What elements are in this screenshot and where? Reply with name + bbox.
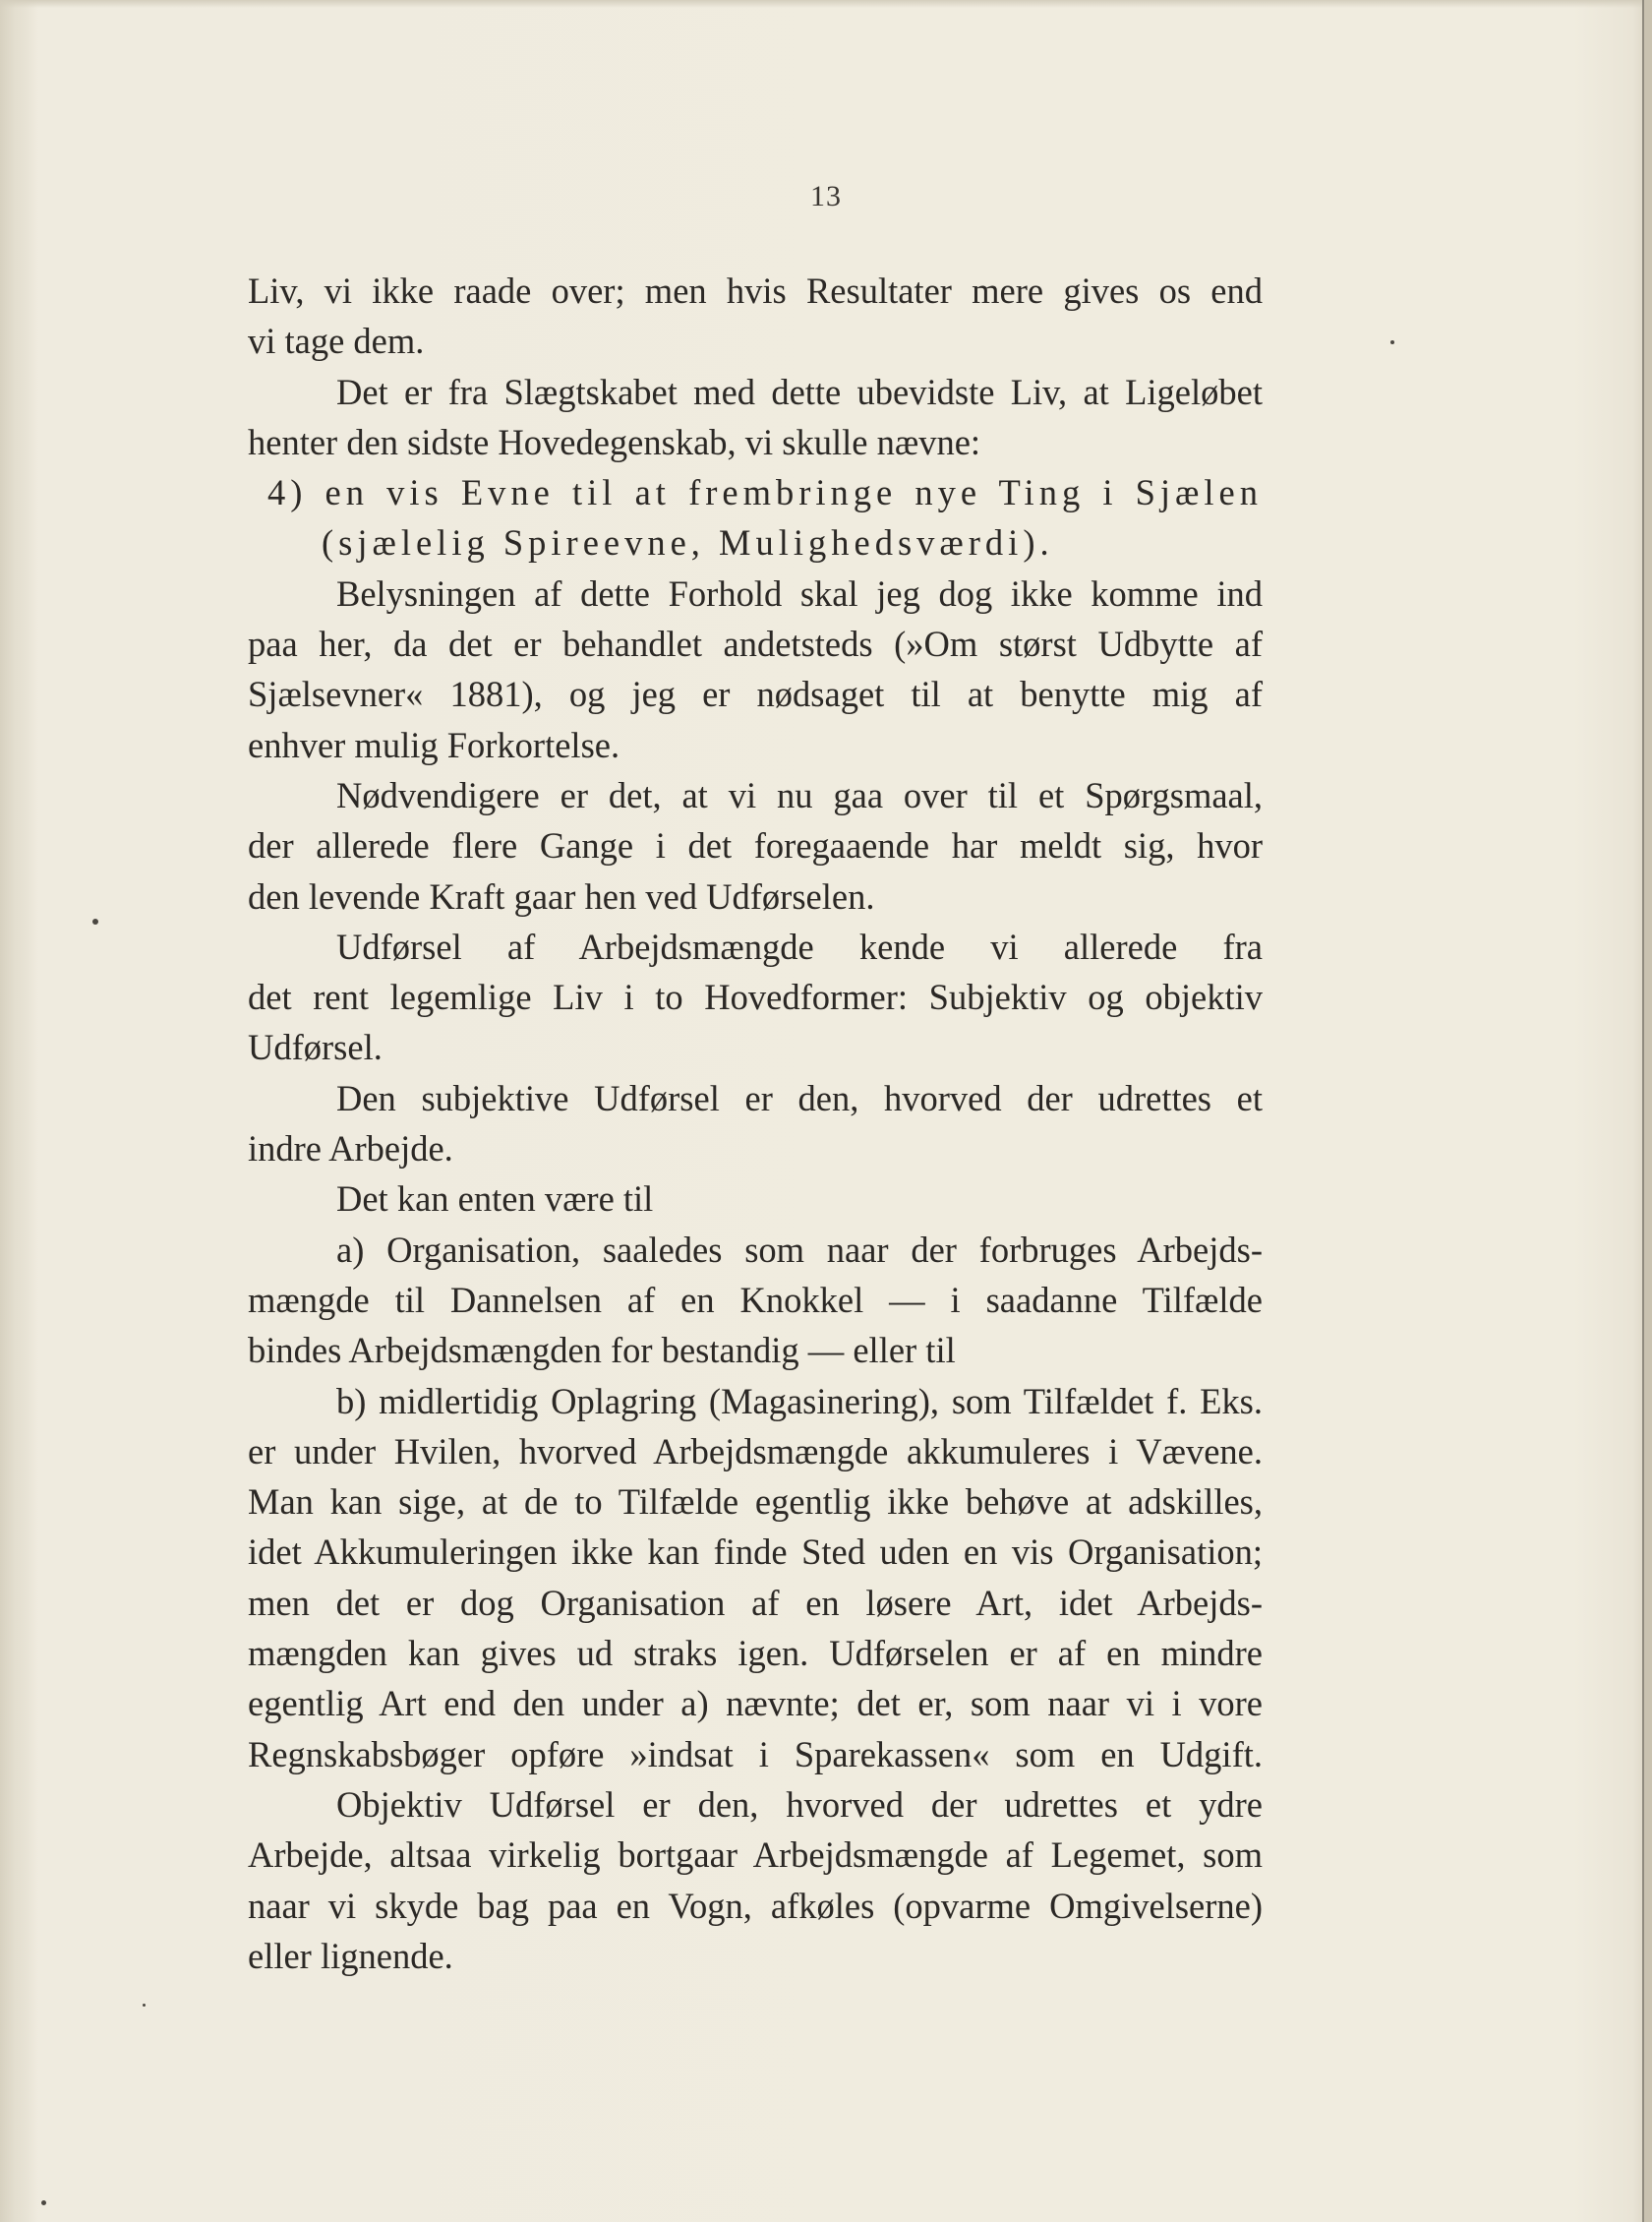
text-line: paa her, da det er behandlet andetsteds (»Om størst Udbytte af	[248, 624, 1263, 665]
text-line: 4) en vis Evne til at frembringe nye Ting i Sjælen	[267, 472, 1263, 513]
text-line: idet Akkumuleringen ikke kan finde Sted uden en vis Organisation;	[248, 1531, 1263, 1573]
text-line: indre Arbejde.	[248, 1128, 453, 1170]
text-line: den levende Kraft gaar hen ved Udførselen.	[248, 875, 875, 917]
text-line: vi tage dem.	[248, 321, 425, 362]
text-line: Man kan sige, at de to Tilfælde egentlig ikke behøve at adskilles,	[248, 1481, 1263, 1523]
text-line: (sjælelig Spireevne, Mulighedsværdi).	[322, 522, 1054, 564]
text-line: Det er fra Slægtskabet med dette ubevidste Liv, at Ligeløbet	[336, 371, 1263, 412]
text-line: Belysningen af dette Forhold skal jeg dog ikke komme ind	[336, 572, 1263, 614]
text-line: Udførsel.	[248, 1027, 383, 1068]
text-line: Sjælsevner« 1881), og jeg er nødsaget til at benytte mig af	[248, 674, 1263, 715]
text-line: enhver mulig Forkortelse.	[248, 724, 620, 765]
text-line: mængden kan gives ud straks igen. Udførselen er af en mindre	[248, 1633, 1263, 1674]
text-line: bindes Arbejdsmængden for bestandig — eller til	[248, 1330, 956, 1371]
page-top-shadow	[0, 0, 1652, 8]
text-line: Nødvendigere er det, at vi nu gaa over til et Spørgsmaal,	[336, 774, 1263, 815]
page-right-edge	[1642, 0, 1652, 2222]
text-line: b) midlertidig Oplagring (Magasinering), som Tilfældet f. Eks.	[336, 1380, 1263, 1421]
text-line: henter den sidste Hovedegenskab, vi skulle nævne:	[248, 421, 981, 462]
text-line: men det er dog Organisation af en løsere Art, idet Arbejds-	[248, 1582, 1263, 1623]
text-line: det rent legemlige Liv i to Hovedformer: Subjektiv og objektiv	[248, 977, 1263, 1018]
text-line: mængde til Dannelsen af en Knokkel — i saadanne Tilfælde	[248, 1279, 1263, 1320]
text-line: a) Organisation, saaledes som naar der forbruges Arbejds-	[336, 1229, 1263, 1270]
text-line: Objektiv Udførsel er den, hvorved der udrettes et ydre	[336, 1783, 1263, 1825]
speck-mark	[143, 2004, 146, 2007]
speck-mark	[41, 2200, 46, 2205]
body-text	[248, 266, 1263, 1981]
speck-mark	[92, 919, 98, 925]
text-line: Udførsel af Arbejdsmængde kende vi allerede fra	[336, 926, 1263, 967]
page-number: 13	[810, 180, 842, 212]
text-line: Liv, vi ikke raade over; men hvis Resultater mere gives os end	[248, 270, 1263, 311]
page-binding-edge	[0, 0, 37, 2222]
text-line: eller lignende.	[248, 1935, 453, 1976]
text-line: er under Hvilen, hvorved Arbejdsmængde akkumuleres i Vævene.	[248, 1430, 1263, 1471]
text-line: Den subjektive Udførsel er den, hvorved der udrettes et	[336, 1077, 1263, 1118]
text-line: Regnskabsbøger opføre »indsat i Sparekassen« som en Udgift.	[248, 1733, 1263, 1774]
text-line: Det kan enten være til	[336, 1178, 654, 1220]
text-line: naar vi skyde bag paa en Vogn, afkøles (opvarme Omgivelserne)	[248, 1885, 1263, 1926]
text-line: egentlig Art end den under a) nævnte; det er, som naar vi i vore	[248, 1683, 1263, 1724]
speck-mark	[1390, 340, 1394, 344]
text-line: Arbejde, altsaa virkelig bortgaar Arbejdsmængde af Legemet, som	[248, 1834, 1263, 1876]
text-line: der allerede flere Gange i det foregaaende har meldt sig, hvor	[248, 825, 1263, 867]
